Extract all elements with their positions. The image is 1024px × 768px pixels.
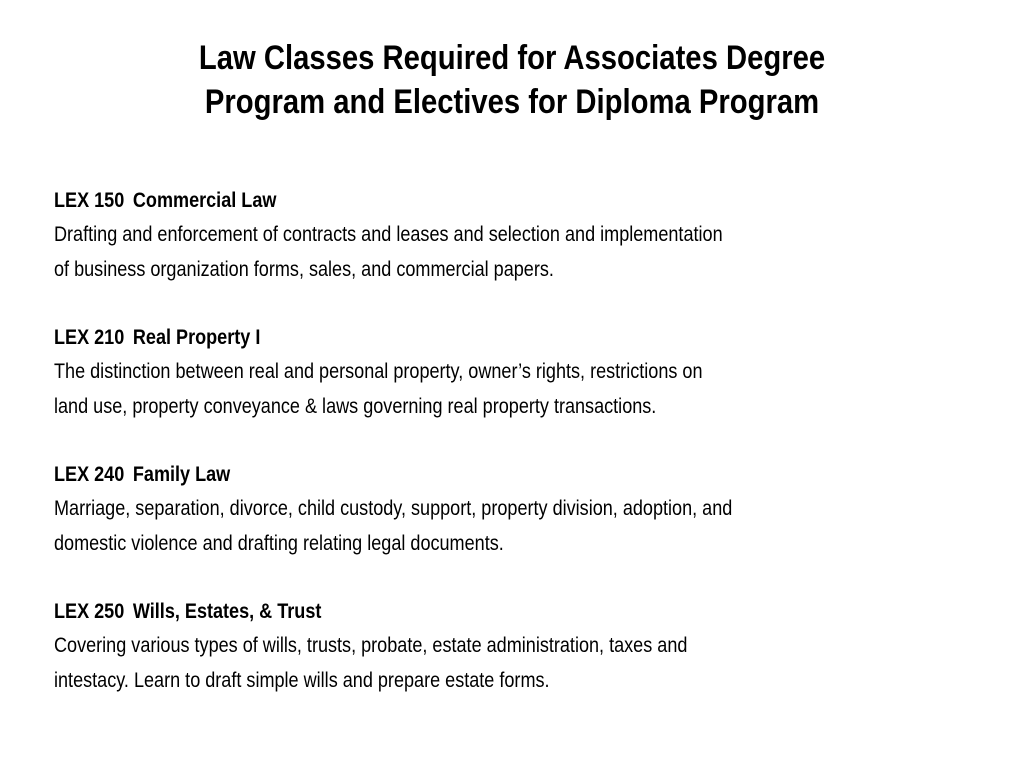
page-title <box>72 36 953 124</box>
course-heading <box>54 595 948 628</box>
course-description <box>54 354 948 424</box>
course-list <box>54 184 948 732</box>
course-description <box>54 628 948 698</box>
course-description-line: Covering various types of wills, trusts, probate, estate administration, taxes and <box>54 634 688 657</box>
course-code: LEX 250 <box>54 600 125 623</box>
course-description-line: Drafting and enforcement of contracts and leases and selection and implementation <box>54 223 723 246</box>
course-heading <box>54 321 948 354</box>
course-code: LEX 210 <box>54 326 125 349</box>
course-description-line: intestacy. Learn to draft simple wills and prepare estate forms. <box>54 669 550 692</box>
course-description-line: land use, property conveyance & laws governing real property transactions. <box>54 395 657 418</box>
course-description <box>54 491 948 561</box>
course-item-lex-250 <box>54 595 948 698</box>
title-line-2: Program and Electives for Diploma Program <box>204 83 820 121</box>
course-name: Commercial Law <box>132 189 277 212</box>
course-item-lex-240 <box>54 458 948 561</box>
course-code: LEX 240 <box>54 463 125 486</box>
course-description-line: domestic violence and drafting relating legal documents. <box>54 532 504 555</box>
course-heading <box>54 184 948 217</box>
course-item-lex-150 <box>54 184 948 287</box>
course-description-line: of business organization forms, sales, and commercial papers. <box>54 258 554 281</box>
course-description-line: The distinction between real and personal property, owner’s rights, restrictions on <box>54 360 703 383</box>
course-description-line: Marriage, separation, divorce, child custody, support, property division, adoption, and <box>54 497 733 520</box>
title-line-1: Law Classes Required for Associates Degree <box>198 39 826 77</box>
course-name: Wills, Estates, & Trust <box>132 600 322 623</box>
course-name: Real Property I <box>132 326 261 349</box>
course-name: Family Law <box>132 463 231 486</box>
course-item-lex-210 <box>54 321 948 424</box>
course-heading <box>54 458 948 491</box>
course-description <box>54 217 948 287</box>
course-code: LEX 150 <box>54 189 125 212</box>
